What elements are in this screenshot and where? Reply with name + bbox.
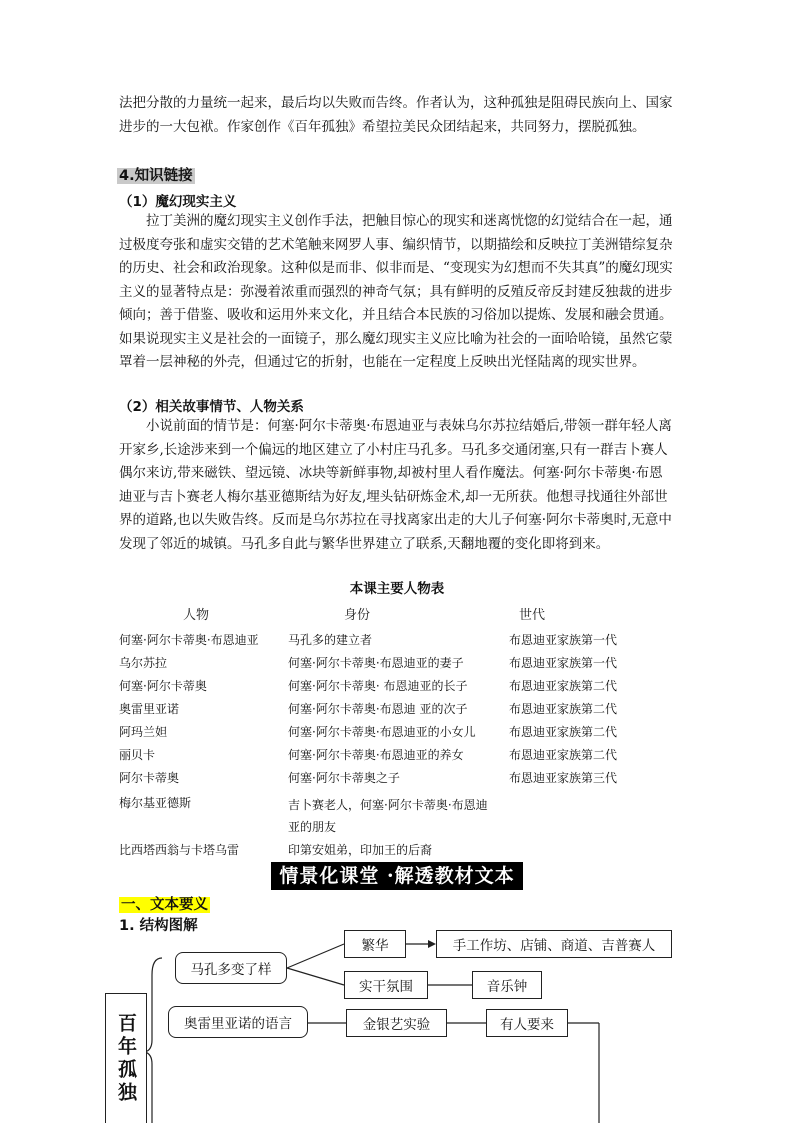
- part-heading-text: 一、文本要义: [121, 897, 208, 913]
- row-name: 乌尔苏拉: [119, 656, 168, 670]
- table-header-identity: 身份: [344, 608, 371, 623]
- subsection-title-magic-realism: （1）魔幻现实主义: [119, 194, 237, 210]
- row-generation: 布恩迪亚家族第三代: [509, 771, 618, 785]
- brace-line: [145, 958, 162, 1123]
- diagram-node-macondo-changed: 马孔多变了样: [175, 952, 287, 984]
- plot-paragraph: 小说前面的情节是：何塞·阿尔卡蒂奥·布恩迪亚与表妹乌尔苏拉结婚后,带领一群年轻人离开家乡,长途涉来到一个偏远的地区建立了小村庄马孔多。马孔多交通闭塞,只有一群吉卜赛人偶尔来访,带来磁铁、望远镜、冰块等新鲜事物,却被村里人看作魔法。何塞·阿尔卡蒂奥·布恩迪亚与吉卜赛老人梅尔基亚德斯结为好友,埋头钻研炼金术,却一无所获。他想寻找通往外部世界的道路,也以失败告终。反而是乌尔苏拉在寻找离家出走的大儿子何塞·阿尔卡蒂奥时,无意中发现了邻近的城镇。马孔多自此与繁华世界建立了联系,天翻地覆的变化即将到来。: [119, 418, 672, 552]
- row-identity: 马孔多的建立者: [288, 633, 373, 647]
- row-generation: 布恩迪亚家族第二代: [509, 702, 618, 716]
- row-name: 阿尔卡蒂奥: [119, 771, 180, 785]
- diagram-node-prosperity: 繁华: [344, 930, 406, 958]
- row-name: 阿玛兰妲: [119, 725, 168, 739]
- row-name: 奥雷里亚诺: [119, 702, 180, 716]
- section-heading-text: 4.知识链接: [119, 168, 193, 184]
- row-name: 比西塔西翁与卡塔乌雷: [119, 843, 240, 857]
- row-identity: 吉卜赛老人，何塞·阿尔卡蒂奥·布恩迪亚的朋友: [288, 798, 488, 834]
- magic-realism-paragraph: 拉丁美洲的魔幻现实主义创作手法，把触目惊心的现实和迷离恍惚的幻觉结合在一起，通过极度夸张和虚实交错的艺术笔触来网罗人事、编织情节，以期描绘和反映拉丁美洲错综复杂的历史、社会和政治现象。这种似是而非、似非而是、“变现实为幻想而不失其真”的魔幻现实主义的显著特点是：弥漫着浓重而强烈的神奇气氛；具有鲜明的反殖反帝反封建反独裁的进步倾向；善于借鉴、吸收和运用外来文化，并且结合本民族的习俗加以提炼、发展和融会贯通。如果说现实主义是社会的一面镜子，那么魔幻现实主义应比喻为社会的一面哈哈镜，虽然它蒙罩着一层神秘的外壳，但通过它的折射，也能在一定程度上反映出光怪陆离的现实世界。: [119, 213, 673, 370]
- subsection-title-plot: （2）相关故事情节、人物关系: [119, 399, 304, 415]
- row-identity: 印第安姐弟，印加王的后裔: [288, 843, 433, 857]
- row-generation: 布恩迪亚家族第一代: [509, 633, 618, 647]
- intro-paragraph: 法把分散的力量统一起来，最后均以失败而告终。作者认为，这种孤独是阻碍民族向上、国家进步的一大包袱。作家创作《百年孤独》希望拉美民众团结起来，共同努力，摆脱孤独。: [119, 95, 673, 135]
- table-title: 本课主要人物表: [349, 581, 445, 597]
- row-name: 何塞·阿尔卡蒂奥·布恩迪亚: [119, 633, 259, 647]
- row-identity: 何塞·阿尔卡蒂奥·布恩迪亚的小女儿: [288, 725, 476, 739]
- row-name: 梅尔基亚德斯: [119, 796, 192, 810]
- diagram-node-someone-coming: 有人要来: [486, 1009, 568, 1037]
- arrow-head: [428, 940, 436, 948]
- row-generation: 布恩迪亚家族第一代: [509, 656, 618, 670]
- connector-a-a2: [287, 968, 344, 985]
- row-identity: 何塞·阿尔卡蒂奥之子: [288, 771, 400, 785]
- diagram-node-aureliano-words: 奥雷里亚诺的语言: [168, 1006, 308, 1038]
- table-header-generation: 世代: [519, 608, 546, 623]
- table-header-name: 人物: [183, 608, 210, 623]
- section-banner: 情景化课堂 ·解透教材文本: [271, 862, 523, 890]
- diagram-node-prosperity-detail: 手工作坊、店铺、商道、吉普赛人: [436, 930, 672, 958]
- row-identity: 何塞·阿尔卡蒂奥·布恩迪亚的妻子: [288, 656, 464, 670]
- row-name: 何塞·阿尔卡蒂奥: [119, 679, 207, 693]
- diagram-node-work-atmosphere: 实干氛围: [344, 971, 428, 999]
- row-identity: 何塞·阿尔卡蒂奥· 布恩迪亚的长子: [288, 679, 468, 693]
- row-generation: 布恩迪亚家族第二代: [509, 679, 618, 693]
- diagram-node-music-clock: 音乐钟: [472, 971, 542, 999]
- connector-a-a1: [287, 944, 344, 968]
- row-identity: 何塞·阿尔卡蒂奥·布恩迪 亚的次子: [288, 702, 468, 716]
- diagram-root: 百年孤独: [105, 993, 147, 1123]
- diagram-node-silver-experiment: 金银艺实验: [346, 1009, 447, 1037]
- row-identity: 何塞·阿尔卡蒂奥·布恩迪亚的养女: [288, 748, 464, 762]
- structure-heading: 1. 结构图解: [119, 918, 198, 934]
- row-generation: 布恩迪亚家族第二代: [509, 725, 618, 739]
- row-generation: 布恩迪亚家族第二代: [509, 748, 618, 762]
- row-name: 丽贝卡: [119, 748, 156, 762]
